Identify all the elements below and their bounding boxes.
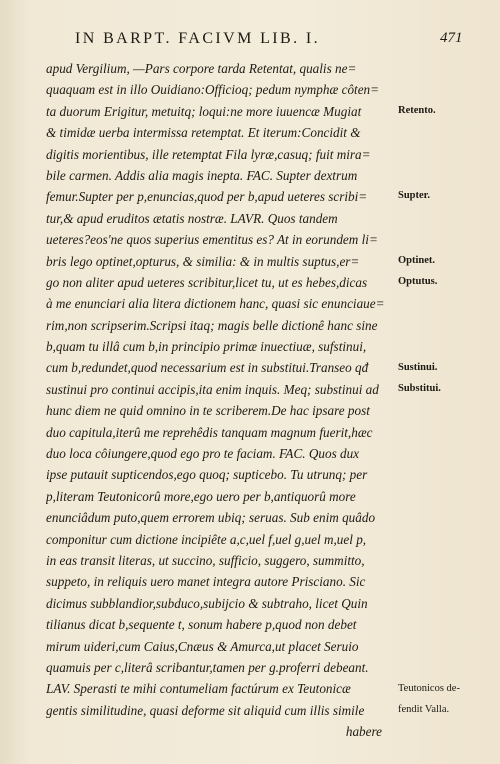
text-line: b,quam tu illâ cum b,in principio primæ inuectiuæ, sufstinui, [46,339,367,355]
margin-note: fendit Valla. [398,704,450,715]
text-line: quaquam est in illo Ouidiano:Officioq; pedum nymphæ côten= [46,82,380,98]
text-line: apud Vergilium, —Pars corpore tarda Retentat, qualis ne= [46,61,357,76]
text-line: sustinui pro continui accipis,ita enim inquis. Meq; substinui ad [46,381,379,397]
margin-note: Retento. [398,104,436,116]
text-line: componitur cum dictione incipiête a,c,uel f,uel g,uel m,uel p, [46,531,367,547]
text-line: bris lego optinet,opturus, & similia: & in multis suptus,er= [46,253,360,269]
margin-note: Sustinui. [398,361,438,373]
text-line: & timidæ uerba intermissa retemptat. Et iterum:Concidit & [46,125,361,141]
text-line: gentis similitudine, quasi deforme sit aliquid cum illis simile [46,702,365,718]
text-line: à me enunciari alia litera dictionem hanc, quasi sic enunciaue= [46,296,385,312]
text-line: ipse putauit supticendos,ego quoq; supticebo. Tu utrunq; per [46,467,368,483]
text-line: duo loca côiungere,quod ego pro te faciam. FAC. Quos dux [46,446,360,462]
text-line: rim,non scripserim.Scripsi itaq; magis belle dictionê hanc sine [46,317,378,333]
text-line: suppeto, in reliquis uero manet integra autore Prisciano. Sic [46,574,366,590]
text-body [46,58,396,743]
text-line: LAV. Sperasti te mihi contumeliam factúrum ex Teutonicæ [46,681,351,697]
text-line: cum b,redundet,quod necessarium est in substitui.Transeo qđ [46,360,369,376]
margin-note: Substitui. [398,383,441,394]
text-line: tilianus dicat b,sequente t, sonum habere p,quod non debet [46,617,357,633]
text-line: dicimus subblandior,subduco,subijcio & subtraho, licet Quin [46,595,368,611]
text-line: in eas transit literas, ut succino, sufficio, suggero, summitto, [46,552,365,568]
text-line: habere [345,724,382,740]
running-head [0,30,500,50]
text-line: ta duorum Erigitur, metuitq; loqui:ne more iuuencæ Mugiat [46,103,362,119]
margin-note: Supter. [398,190,430,202]
text-line: p,literam Teutonicorû more,ego uero per b,antiquorû more [46,488,356,504]
text-line: tur,& apud eruditos ætatis nostræ. LAVR. Quos tandem [46,210,338,226]
text-line: go non aliter apud ueteres scribitur,licet tu, ut es hebes,dicas [46,274,368,290]
text-line: femur.Supter per p,enuncias,quod per b,apud ueteres scribi= [46,189,368,205]
text-line: enunciâdum puto,quem errorem ubiq; seruas. Sub enim quâdo [46,510,376,526]
text-line: mirum uideri,cum Caius,Cnæus & Amurca,ut placet Seruio [46,638,359,654]
margin-note: Teutonicos de- [398,682,460,694]
running-title: IN BARPT. FACIVM LIB. I. [75,30,321,47]
margin-note: Optutus. [398,276,438,287]
text-line: ueteres?eos'ne quos superius ementitus es? At in eorundem li= [46,232,378,248]
text-line: quamuis per c,literâ scribantur,tamen per g.proferri debeant. [46,659,369,675]
text-line: digitis morientibus, ille retemptat Fila lyræ,casuq; fuit mira= [46,146,371,162]
margin-note: Optinet. [398,254,436,266]
text-line: duo capitula,iterû me reprehêdis tanquam magnum fuerit,hæc [46,424,373,440]
text-line: bile carmen. Addis alia magis inepta. FAC. Supter dextrum [46,167,358,183]
page-number: 471 [440,30,463,46]
text-line: hunc diem ne quid omnino in te scriberem.De hac ipsare post [46,403,370,419]
